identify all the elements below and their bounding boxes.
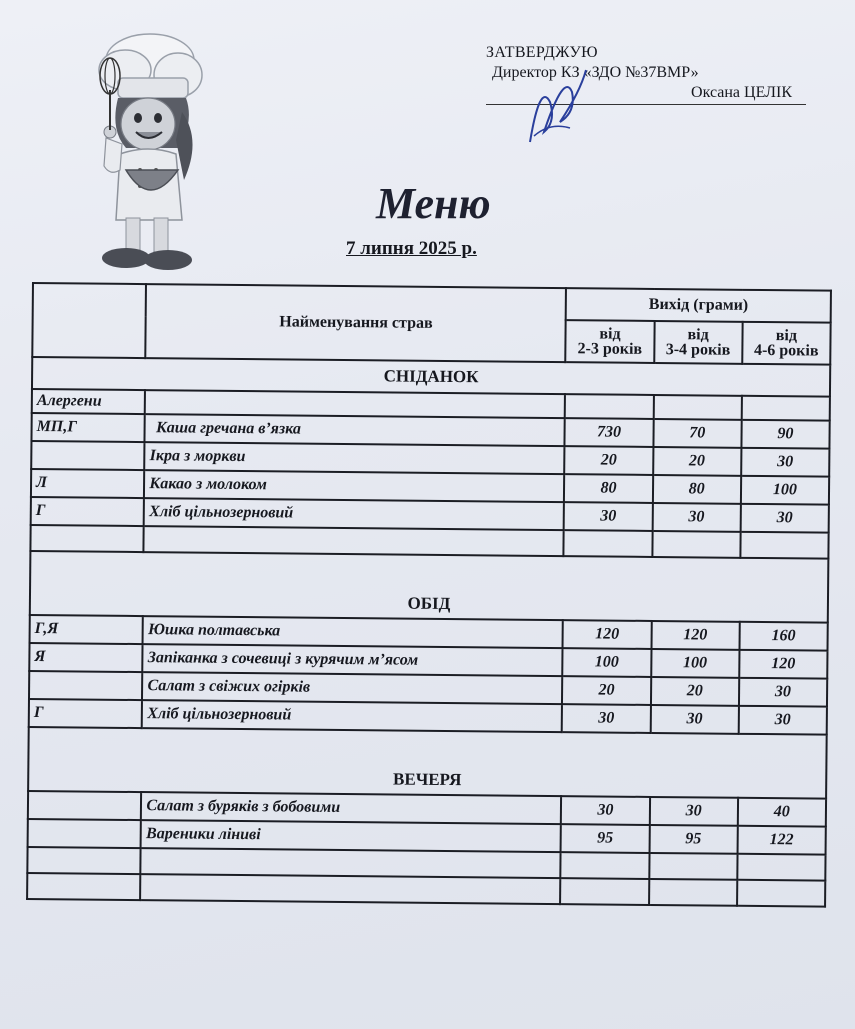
- header-age-3-4: від 3-4 років: [654, 321, 743, 364]
- row-value: 20: [562, 676, 650, 705]
- empty-cell: [27, 847, 141, 874]
- row-value: 95: [561, 824, 649, 853]
- row-value: 95: [649, 825, 737, 854]
- approval-name: Оксана ЦЕЛІК: [486, 84, 806, 105]
- row-value: 120: [563, 620, 651, 649]
- header-allergen-cell: [32, 283, 146, 358]
- row-dish: Юшка полтавська: [143, 616, 563, 648]
- row-allergens: МП,Г: [31, 413, 145, 442]
- section-dinner: [28, 727, 827, 799]
- row-value: 30: [649, 797, 737, 826]
- row-value: 30: [652, 503, 740, 532]
- empty-cell: [565, 394, 653, 419]
- row-dish: Хліб цільнозерновий: [142, 700, 562, 732]
- approval-heading: ЗАТВЕРДЖУЮ: [486, 44, 598, 61]
- empty-cell: [653, 395, 741, 420]
- row-value: 122: [737, 826, 826, 855]
- row-value: 30: [741, 448, 830, 477]
- row-value: 100: [563, 648, 651, 677]
- row-value: 30: [561, 796, 649, 825]
- empty-cell: [27, 873, 141, 900]
- row-allergens: Г: [29, 699, 143, 728]
- chef-illustration: [70, 20, 220, 275]
- empty-cell: [740, 532, 828, 559]
- section-lunch: [30, 551, 829, 623]
- row-value: 30: [739, 678, 828, 707]
- section-title: ОБІД: [30, 551, 829, 623]
- row-allergens: Л: [31, 469, 145, 498]
- row-value: 100: [741, 476, 830, 505]
- menu-title: Меню: [376, 179, 491, 228]
- allergens-label: Алергени: [32, 389, 146, 414]
- row-value: 30: [562, 704, 650, 733]
- empty-cell: [140, 874, 560, 904]
- row-value: 70: [653, 419, 741, 448]
- empty-cell: [560, 878, 648, 905]
- row-value: 90: [741, 420, 830, 449]
- row-dish: Какао з молоком: [144, 470, 564, 502]
- row-allergens: Г,Я: [30, 615, 144, 644]
- empty-cell: [561, 852, 649, 879]
- section-title: СНІДАНОК: [32, 357, 830, 397]
- row-dish: Ікра з моркви: [145, 442, 565, 474]
- empty-cell: [144, 526, 564, 556]
- empty-cell: [737, 854, 825, 881]
- row-value: 30: [650, 705, 738, 734]
- empty-cell: [652, 531, 740, 558]
- header-dish-name: Найменування страв: [146, 284, 567, 362]
- menu-table: [26, 282, 832, 908]
- menu-date: 7 липня 2025 р.: [346, 238, 477, 259]
- row-value: 40: [738, 798, 827, 827]
- header-output: Вихід (грами): [566, 288, 831, 323]
- row-dish: Салат з свіжих огірків: [142, 672, 562, 704]
- row-value: 80: [652, 475, 740, 504]
- row-value: 30: [738, 706, 827, 735]
- row-value: 20: [653, 447, 741, 476]
- row-value: 120: [739, 650, 828, 679]
- row-value: 30: [740, 504, 829, 533]
- row-dish: Запіканка з сочевиці з курячим м’ясом: [143, 644, 563, 676]
- header-age-2-3: від 2-3 років: [566, 320, 655, 363]
- row-allergens: Я: [29, 643, 143, 672]
- signature-scribble: [520, 62, 590, 152]
- header-age-4-6: від 4-6 років: [742, 322, 831, 365]
- row-value: 20: [651, 677, 739, 706]
- row-value: 20: [565, 446, 653, 475]
- row-dish: Салат з буряків з бобовими: [141, 792, 561, 824]
- row-allergens: [31, 441, 145, 470]
- row-dish: Вареники ліниві: [141, 820, 561, 852]
- empty-cell: [649, 879, 737, 906]
- empty-cell: [30, 525, 144, 552]
- row-value: 120: [651, 621, 739, 650]
- row-allergens: [28, 791, 142, 820]
- row-dish: Хліб цільнозерновий: [144, 498, 564, 530]
- row-allergens: [29, 671, 143, 700]
- empty-cell: [649, 853, 737, 880]
- approval-director: Директор КЗ «ЗДО №37ВМР»: [492, 64, 699, 81]
- row-allergens: [28, 819, 142, 848]
- empty-cell: [141, 848, 561, 878]
- row-value: 160: [739, 622, 828, 651]
- row-value: 730: [565, 418, 653, 447]
- row-dish: Каша гречана в’язка: [145, 414, 565, 446]
- row-value: 30: [564, 502, 652, 531]
- row-value: 80: [564, 474, 652, 503]
- row-allergens: Г: [31, 497, 145, 526]
- header-row: [33, 283, 831, 323]
- empty-cell: [741, 396, 829, 421]
- section-title: ВЕЧЕРЯ: [28, 727, 827, 799]
- empty-cell: [564, 530, 652, 557]
- row-value: 100: [651, 649, 739, 678]
- empty-cell: [737, 880, 825, 907]
